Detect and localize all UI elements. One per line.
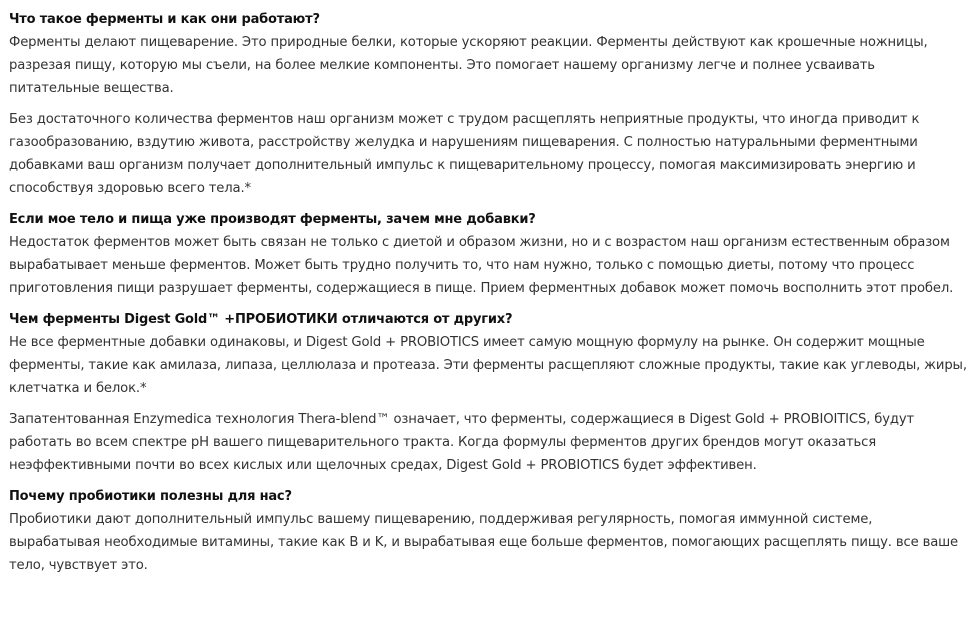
section-paragraph: Без достаточного количества ферментов наш организм может с трудом расщеплять неприятные продукты, что иногда приводит к газообразованию, вздутию живота, расстройству желудка и нарушениям пищеварения. С полностью натуральными ферментными добавками ваш организм получает дополнительный импульс к пищеварительному процессу, помогая максимизировать энергию и способствуя здоровью всего тела.* [9,112,920,196]
faq-section-enzymes [9,8,967,200]
faq-section-why-supplements [9,208,967,300]
section-heading: Чем ферменты Digest Gold™ +ПРОБИОТИКИ отличаются от других? [9,312,513,327]
section-heading: Если мое тело и пища уже производят ферменты, зачем мне добавки? [9,212,536,227]
section-heading: Почему пробиотики полезны для нас? [9,489,292,504]
section-paragraph: Не все ферментные добавки одинаковы, и Digest Gold + PROBIOTICS имеет самую мощную формулу на рынке. Он содержит мощные ферменты, такие как амилаза, липаза, целлюлаза и протеаза. Эти ферменты расщепляют сложные продукты, такие как углеводы, жиры, клетчатка и белок.* [9,335,967,396]
section-paragraph: Пробиотики дают дополнительный импульс вашему пищеварению, поддерживая регулярность, помогая иммунной системе, вырабатывая необходимые витамины, такие как B и K, и вырабатывая еще больше ферментов, помогающих расщеплять пищу. все ваше тело, чувствует это. [9,512,959,573]
faq-section-probiotics [9,485,967,577]
section-paragraph: Запатентованная Enzymedica технология Thera-blend™ означает, что ферменты, содержащиеся в Digest Gold + PROBIOITICS, будут работать во всем спектре pH вашего пищеварительного тракта. Когда формулы ферментов других брендов могут оказаться неэффективными почти во всех кислых или щелочных средах, Digest Gold + PROBIOTICS будет эффективен. [9,412,915,473]
section-paragraph: Недостаток ферментов может быть связан не только с диетой и образом жизни, но и с возрастом наш организм естественным образом вырабатывает меньше ферментов. Может быть трудно получить то, что нам нужно, только с помощью диеты, потому что процесс приготовления пищи разрушает ферменты, содержащиеся в пище. Прием ферментных добавок может помочь восполнить этот пробел. [9,235,954,296]
section-paragraph: Ферменты делают пищеварение. Это природные белки, которые ускоряют реакции. Ферменты действуют как крошечные ножницы, разрезая пищу, которую мы съели, на более мелкие компоненты. Это помогает нашему организму легче и полнее усваивать питательные вещества. [9,35,928,96]
faq-section-digest-gold [9,308,967,477]
section-heading: Что такое ферменты и как они работают? [9,12,320,27]
